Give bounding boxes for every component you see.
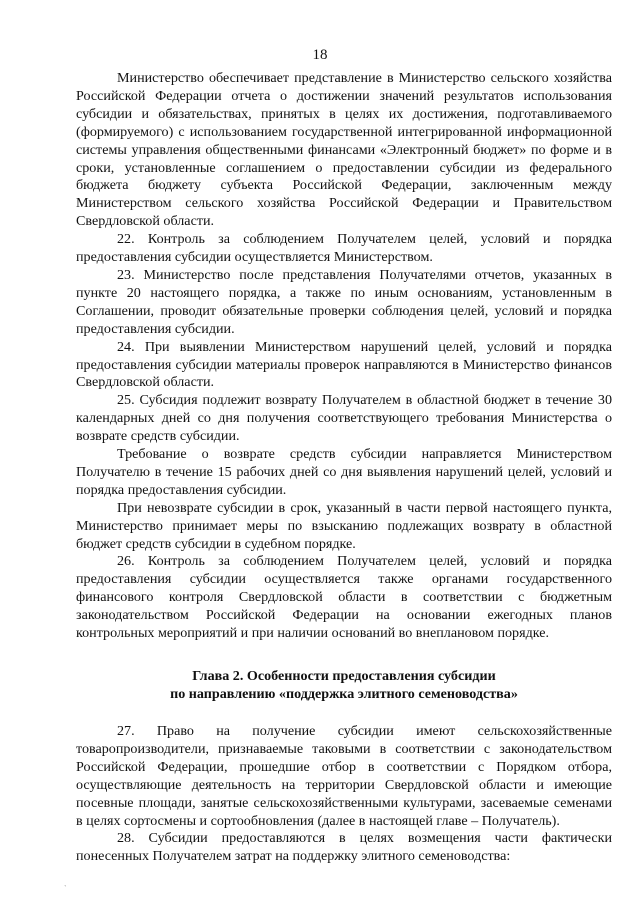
- chapter-title-line-2: по направлению «поддержка элитного семеноводства»: [170, 686, 518, 702]
- page-number: 18: [312, 47, 328, 63]
- document-body: [76, 70, 612, 866]
- chapter-title: [76, 667, 612, 703]
- paragraph-26: 26. Контроль за соблюдением Получателем целей, условий и порядка предоставления субсидии осуществляется также органами государственного финансового контроля Свердловской области в соответствии с бюджетным законодательством Российской Федерации на основании ежегодных планов контрольных мероприятий и при наличии оснований во внеплановом порядке.: [76, 553, 612, 642]
- paragraph-ministry-report: Министерство обеспечивает представление в Министерство сельского хозяйства Российской Федерации отчета о достижении значений результатов использования субсидии и обязательствах, принятых в целях их достижения, подготавливаемого (формируемого) с использованием государственной интегрированной информационной системы управления общественными финансами «Электронный бюджет» по форме и в сроки, установленные соглашением о предоставлении субсидии из федерального бюджета бюджету субъекта Российской Федерации, заключенным между Министерством сельского хозяйства Российской Федерации и Правительством Свердловской области.: [76, 70, 612, 230]
- paragraph-25-nonreturn: При невозврате субсидии в срок, указанный в части первой настоящего пункта, Министерство принимает меры по взысканию подлежащих возврату в областной бюджет средств субсидии в судебном порядке.: [76, 499, 612, 552]
- chapter-title-line-1: Глава 2. Особенности предоставления субсидии: [192, 668, 496, 684]
- paragraph-25: 25. Субсидия подлежит возврату Получателем в областной бюджет в течение 30 календарных дней со дня получения соответствующего требования Министерства о возврате средств субсидии.: [76, 392, 612, 445]
- scan-mark: `: [64, 884, 67, 893]
- paragraph-24: 24. При выявлении Министерством нарушений целей, условий и порядка предоставления субсидии материалы проверок направляются в Министерство финансов Свердловской области.: [76, 338, 612, 391]
- paragraph-22: 22. Контроль за соблюдением Получателем целей, условий и порядка предоставления субсидии осуществляется Министерством.: [76, 231, 612, 266]
- paragraph-28: 28. Субсидии предоставляются в целях возмещения части фактически понесенных Получателем затрат на поддержку элитного семеноводства:: [76, 830, 612, 865]
- paragraph-27: 27. Право на получение субсидии имеют сельскохозяйственные товаропроизводители, признаваемые таковыми в соответствии с законодательством Российской Федерации, прошедшие отбор в соответствии с Порядком отбора, осуществляющие деятельность на территории Свердловской области и имеющие посевные площади, занятые сельскохозяйственными культурами, засеваемые семенами в целях сортосмены и сортообновления (далее в настоящей главе – Получатель).: [76, 723, 612, 829]
- paragraph-23: 23. Министерство после представления Получателями отчетов, указанных в пункте 20 настоящего порядка, а также по иным основаниям, установленным в Соглашении, проводит обязательные проверки соблюдения целей, условий и порядка предоставления субсидии.: [76, 266, 612, 337]
- paragraph-25-requirement: Требование о возврате средств субсидии направляется Министерством Получателю в течение 15 рабочих дней со дня выявления нарушений целей, условий и порядка предоставления субсидии.: [76, 446, 612, 498]
